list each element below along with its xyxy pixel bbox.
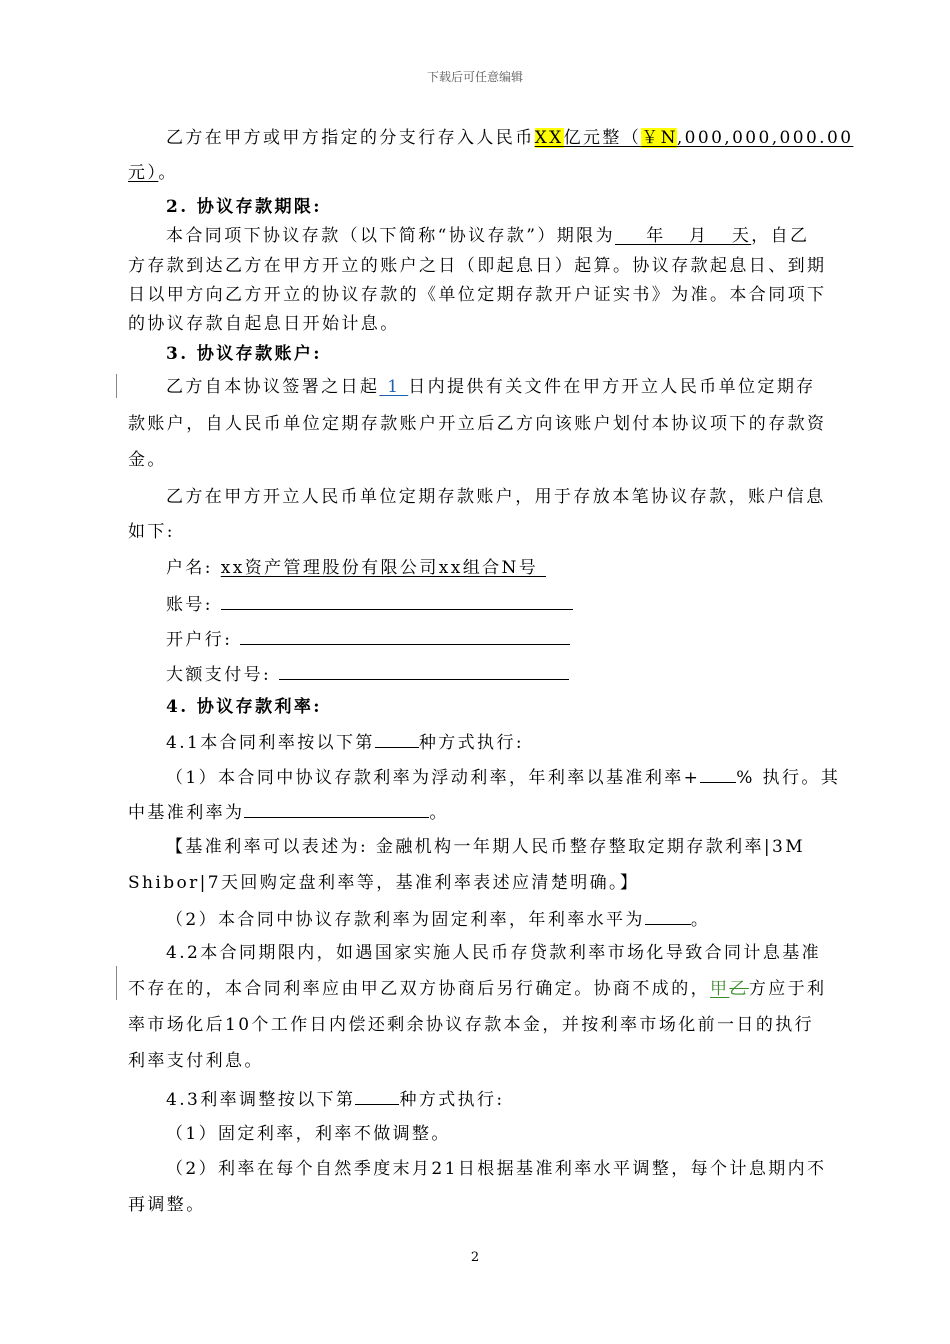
text: 乙方自本协议签署之日起 [166,377,380,397]
fixed-rate-blank [645,907,691,925]
text: 。 [158,163,178,183]
text: 4.3利率调整按以下第 [166,1090,356,1110]
label: 开户行: [166,630,233,650]
margin-blank [700,765,736,783]
account-number-row [166,592,573,616]
account-name-value: xx资产管理股份有限公司xx组合N号 [220,558,546,578]
s4-2-line-1: 4.2本合同期限内，如遇国家实施人民币存贷款利率市场化导致合同计息基准 [166,943,822,963]
option-1-line [166,765,840,789]
deleted-text: 乙 [729,979,749,999]
option-2-line [166,907,710,931]
page-number: 2 [470,1250,480,1265]
section-3-heading: 3. 协议存款账户: [166,344,322,364]
revision-bar [116,966,117,1000]
s2-line-3: 日以甲方向乙方开立的协议存款的《单位定期存款开户证实书》为准。本合同项下 [128,285,827,305]
text: ,000,000,000.00 [676,128,854,148]
text: 4.1本合同利率按以下第 [166,733,375,753]
text: 不存在的，本合同利率应由甲乙双方协商后另行确定。协商不成的， [128,979,710,999]
text: 种方式执行: [418,733,524,753]
s3-line-5: 如下: [128,522,175,542]
text: （2）本合同中协议存款利率为固定利率，年利率水平为 [166,910,645,930]
payment-number-blank [279,662,569,680]
label: 大额支付号: [166,665,272,685]
s2-line-4: 的协议存款自起息日开始计息。 [128,314,400,334]
text: ，自乙 [751,226,810,246]
base-rate-blank [244,800,429,818]
s3-line-4: 乙方在甲方开立人民币单位定期存款账户，用于存放本笔协议存款，账户信息 [166,487,826,507]
s3-line-2: 款账户，自人民币单位定期存款账户开立后乙方向该账户划付本协议项下的存款资 [128,414,827,434]
text: 种方式执行: [399,1090,505,1110]
s2-line-2: 方存款到达乙方在甲方开立的账户之日（即起息日）起算。协议存款起息日、到期 [128,256,827,276]
days-blank: 1 [379,377,409,397]
text: % 执行。其 [736,768,841,788]
option-1-line-2 [128,800,449,824]
s2-line-1 [166,225,809,247]
s4-2-line-3: 率市场化后10个工作日内偿还剩余协议存款本金，并按利率市场化前一日的执行 [128,1015,815,1035]
s4-3-line [166,1087,505,1111]
text: 。 [690,910,711,930]
adjust-option-2: （2）利率在每个自然季度末月21日根据基准利率水平调整，每个计息期内不 [166,1159,827,1179]
text: 元） [128,163,159,183]
text: 本合同项下协议存款（以下简称“协议存款”）期限为 [166,226,615,246]
section-4-heading: 4. 协议存款利率: [166,697,322,717]
text: 乙方在甲方或甲方指定的分支行存入人民币 [166,128,535,148]
text: 。 [429,803,449,823]
label: 户名: [166,558,213,578]
deposit-amount-line [166,127,853,149]
text: 亿元整（ [563,128,642,148]
account-name-row [166,557,546,579]
term-blank: 年 月 天 [614,226,752,246]
s4-1-line [166,730,524,754]
note-line-2: Shibor|7天回购定盘利率等，基准利率表述应清楚明确。】 [128,873,640,893]
text: （1）本合同中协议存款利率为浮动利率，年利率以基准利率+ [166,768,701,788]
yen-highlight: ￥N [641,128,677,148]
text: 日内提供有关文件在甲方开立人民币单位定期存 [408,377,816,397]
note-line-1: 【基准利率可以表述为: 金融机构一年期人民币整存整取定期存款利率|3M [166,837,806,857]
label: 账号: [166,595,213,615]
revision-bar [116,374,117,398]
page-header: 下载后可任意编辑 [426,70,523,84]
section-2-heading: 2. 协议存款期限: [166,197,322,217]
adjust-option-2-line-2: 再调整。 [128,1195,206,1215]
text: 中基准利率为 [128,803,245,823]
payment-number-row [166,662,569,686]
deposit-amount-line-2 [128,162,178,184]
s3-line-1 [166,376,816,398]
s3-line-3: 金。 [128,450,167,470]
adjust-option-1: （1）固定利率，利率不做调整。 [166,1124,451,1144]
inserted-text: 甲 [710,979,730,999]
bank-row [166,627,570,651]
s4-2-line-4: 利率支付利息。 [128,1051,264,1071]
method-blank [375,730,419,748]
amount-highlight: XX [534,128,564,148]
account-number-blank [221,592,573,610]
text: 方应于利 [748,979,827,999]
bank-blank [240,627,570,645]
adjust-method-blank [355,1087,399,1105]
s4-2-line-2 [128,978,826,1000]
